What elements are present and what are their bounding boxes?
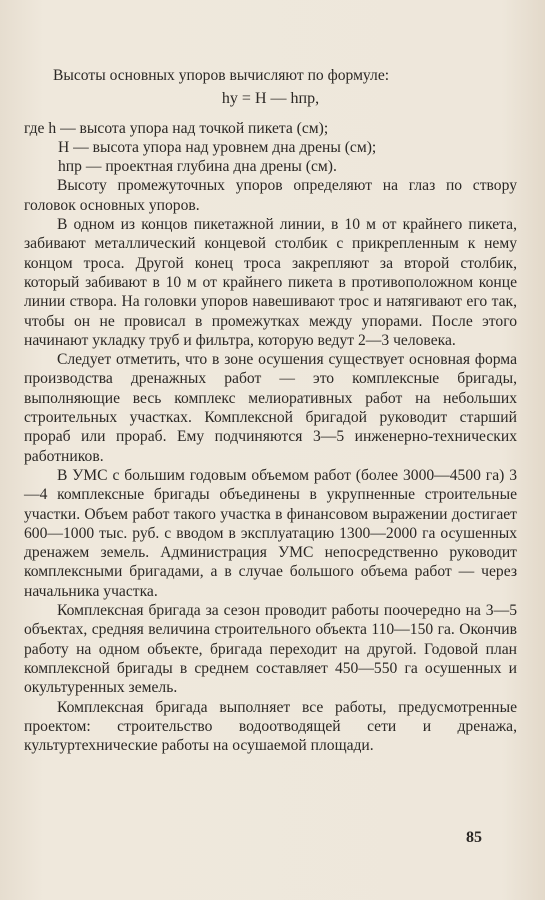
paragraph-intermediate-stops: Высоту промежуточных упоров определяют на глаз по створу головок основных упоров.: [24, 177, 517, 214]
definition-hpr: hпр — проектная глубина дна дрены (см).: [58, 158, 337, 176]
page-body: [24, 66, 517, 755]
paragraph-ums-sections: В УМС с большим годовым объемом работ (более 3000—4500 га) 3—4 комплексные бригады объединены в укрупненные строительные участки. Объем работ такого участка в финансовом выражении достигает 600—1000 тыс. руб. с вводом в эксплуатацию 1300—2000 га осушенных дренажем земель. Администрация УМС непосредственно руководит комплексными бригадами, а в случае большого объема работ — через начальника участка.: [24, 466, 517, 600]
formula-intro: Высоты основных упоров вычисляют по формуле:: [53, 67, 390, 84]
page-number: 85: [466, 829, 482, 846]
paragraph-complex-brigades: Следует отметить, что в зоне осушения существует основная форма производства дренажных работ — это комплексные бригады, выполняющие весь комплекс мелиоративных работ на небольших строительных участках. Комплексной бригадой руководит старший прораб или прораб. Ему подчиняются 3—5 инженерно-технических работников.: [24, 351, 517, 465]
paragraph-season-work: Комплексная бригада за сезон проводит работы поочередно на 3—5 объектах, средняя величина строительного объекта 110—150 га. Окончив работу на одном объекте, бригада переходит на другой. Годовой план комплексной бригады в среднем составляет 450—550 га осушенных и окультуренных земель.: [24, 602, 517, 697]
formula: hу = H — hпр,: [221, 90, 320, 108]
definition-hy: где h — высота упора над точкой пикета (см);: [24, 119, 329, 137]
paragraph-cable-setup: В одном из концов пикетажной линии, в 10 м от крайнего пикета, забивают металлический концевой столбик с прикрепленным к нему концом троса. Другой конец троса закрепляют за второй столбик, который забивают в 10 м от крайнего пикета в противоположном конце линии створа. На головки упоров навешивают трос и натягивают его так, чтобы он не провисал в промежутках между упорами. После этого начинают укладку труб и фильтра, которую ведут 2—3 человека.: [24, 216, 517, 349]
definition-H: H — высота упора над уровнем дна дрены (см);: [58, 138, 377, 156]
paragraph-brigade-tasks: Комплексная бригада выполняет все работы, предусмотренные проектом: строительство водоотводящей сети и дренажа, культуртехнические работы на осушаемой площади.: [24, 698, 517, 755]
